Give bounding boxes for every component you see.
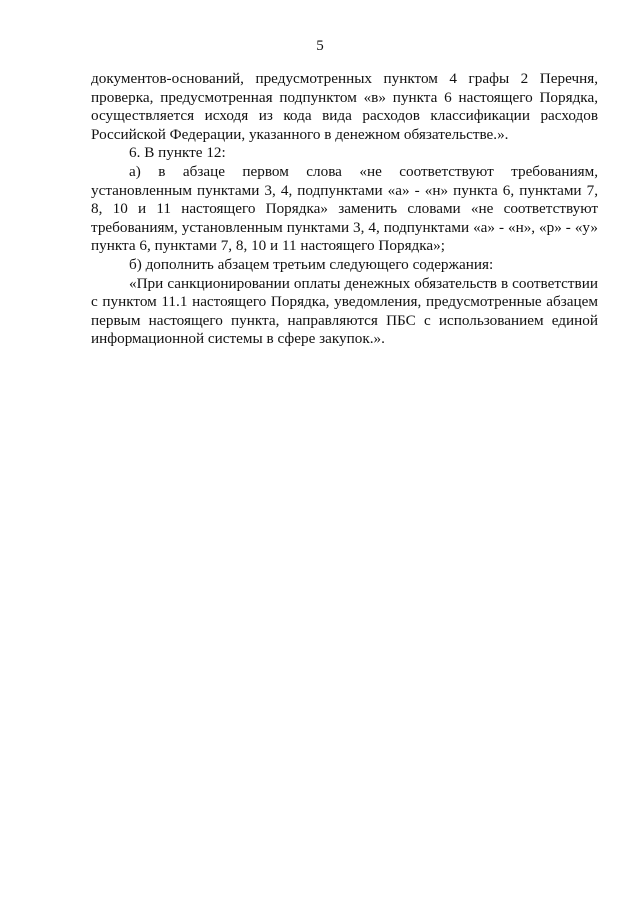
paragraph-subitem-b: б) дополнить абзацем третьим следующего содержания: [129,255,494,273]
paragraph-item-6: 6. В пункте 12: [129,144,226,162]
paragraph-subitem-a: а) в абзаце первом слова «не соответствуют требованиям, установленным пунктами 3, 4, подпунктами «а» - «н» пункта 6, пунктами 7, 8, 10 и 11 настоящего Порядка» заменить словами «не соответствуют требованиям, установленным пунктами 3, 4, подпунктами «а» - «н», «р» - «у» пункта 6, пунктами 7, 8, 10 и 11 настоящего Порядка»; [91,162,598,255]
page-number: 5 [316,38,324,54]
paragraph-continuation: документов-оснований, предусмотренных пунктом 4 графы 2 Перечня, проверка, предусмотренная подпунктом «в» пункта 6 настоящего Порядка, осуществляется исходя из кода вида расходов классификации расходов Российской Федерации, указанного в денежном обязательстве.». [91,70,598,143]
document-body [91,70,598,349]
paragraph-quoted-addition: «При санкционировании оплаты денежных обязательств в соответствии с пунктом 11.1 настоящего Порядка, уведомления, предусмотренные абзацем первым настоящего пункта, направляются ПБС с использованием единой информационной системы в сфере закупок.». [91,274,598,348]
